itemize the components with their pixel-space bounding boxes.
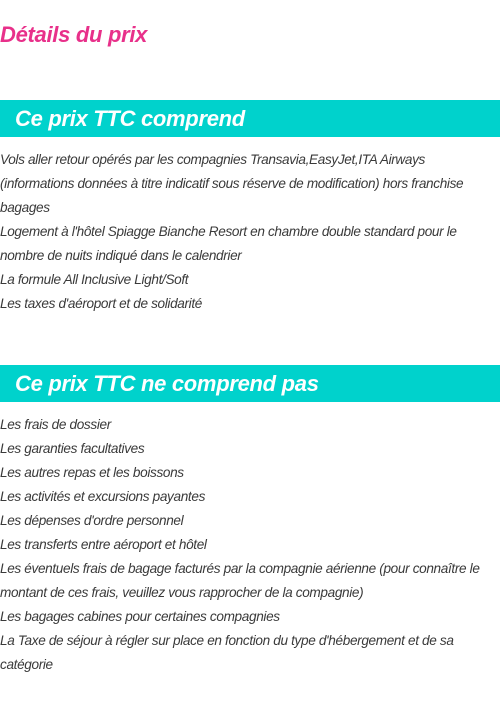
page-title: Détails du prix: [0, 22, 148, 47]
excluded-heading: Ce prix TTC ne comprend pas: [0, 365, 500, 402]
excluded-item: Les transferts entre aéroport et hôtel: [0, 537, 207, 552]
excluded-list: [0, 413, 500, 677]
included-item: La formule All Inclusive Light/Soft: [0, 272, 189, 287]
included-item: Vols aller retour opérés par les compagnies Transavia,EasyJet,ITA Airways (informations données à titre indicatif sous réserve de modification) hors franchise bagages: [0, 152, 464, 215]
excluded-item: Les activités et excursions payantes: [0, 489, 206, 504]
excluded-item: Les garanties facultatives: [0, 441, 145, 456]
excluded-section: [0, 365, 500, 677]
excluded-item: Les frais de dossier: [0, 417, 111, 432]
excluded-item: Les autres repas et les boissons: [0, 465, 184, 480]
included-item: Logement à l'hôtel Spiagge Bianche Resort en chambre double standard pour le nombre de nuits indiqué dans le calendrier: [0, 224, 457, 263]
excluded-item: Les bagages cabines pour certaines compagnies: [0, 609, 280, 624]
included-item: Les taxes d'aéroport et de solidarité: [0, 296, 202, 311]
excluded-item: Les dépenses d'ordre personnel: [0, 513, 184, 528]
excluded-item: La Taxe de séjour à régler sur place en fonction du type d'hébergement et de sa catégorie: [0, 633, 454, 672]
excluded-item: Les éventuels frais de bagage facturés par la compagnie aérienne (pour connaître le montant de ces frais, veuillez vous rapprocher de la compagnie): [0, 561, 480, 600]
included-heading: Ce prix TTC comprend: [0, 100, 500, 137]
included-section: [0, 100, 500, 316]
included-list: [0, 148, 500, 316]
